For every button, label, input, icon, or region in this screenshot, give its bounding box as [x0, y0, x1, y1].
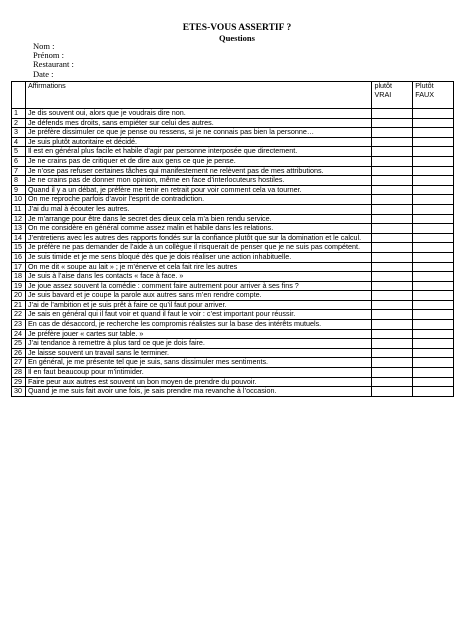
answer-cell-faux[interactable] [413, 252, 454, 262]
row-number: 17 [12, 262, 26, 272]
row-number: 18 [12, 272, 26, 282]
answer-cell-faux[interactable] [413, 166, 454, 176]
row-affirmation: J’ai tendance à remettre à plus tard ce que je dois faire. [25, 339, 372, 349]
row-affirmation: En cas de désaccord, je recherche les compromis réalistes sur la base des intérêts mutuels. [25, 320, 372, 330]
table-row [12, 387, 454, 397]
table-row [12, 147, 454, 157]
answer-cell-vrai[interactable] [372, 195, 413, 205]
table-row [12, 262, 454, 272]
answer-cell-faux[interactable] [413, 377, 454, 387]
table-row [12, 243, 454, 253]
answer-cell-faux[interactable] [413, 339, 454, 349]
row-affirmation: Je préfère ne pas demander de l’aide à un collègue il risquerait de penser que je ne suis pas compétent. [25, 243, 372, 253]
row-number: 2 [12, 118, 26, 128]
table-row [12, 185, 454, 195]
answer-cell-faux[interactable] [413, 109, 454, 119]
row-number: 30 [12, 387, 26, 397]
row-number: 27 [12, 358, 26, 368]
row-number: 6 [12, 156, 26, 166]
answer-cell-vrai[interactable] [372, 300, 413, 310]
row-affirmation: Je dis souvent oui, alors que je voudrais dire non. [25, 109, 372, 119]
answer-cell-vrai[interactable] [372, 377, 413, 387]
answer-cell-vrai[interactable] [372, 387, 413, 397]
row-number: 3 [12, 128, 26, 138]
answer-cell-vrai[interactable] [372, 224, 413, 234]
table-row [12, 339, 454, 349]
header-faux: Plutôt FAUX [413, 82, 454, 109]
header-number [12, 82, 26, 109]
table-row [12, 320, 454, 330]
row-number: 21 [12, 300, 26, 310]
answer-cell-vrai[interactable] [372, 368, 413, 378]
header-vrai: plutôt VRAI [372, 82, 413, 109]
row-number: 4 [12, 137, 26, 147]
answer-cell-vrai[interactable] [372, 348, 413, 358]
answer-cell-faux[interactable] [413, 224, 454, 234]
answer-cell-vrai[interactable] [372, 243, 413, 253]
row-number: 29 [12, 377, 26, 387]
row-number: 10 [12, 195, 26, 205]
table-row [12, 195, 454, 205]
row-affirmation: Je m’arrange pour être dans le secret des dieux cela m’a bien rendu service. [25, 214, 372, 224]
answer-cell-faux[interactable] [413, 291, 454, 301]
table-row [12, 252, 454, 262]
answer-cell-faux[interactable] [413, 329, 454, 339]
row-number: 16 [12, 252, 26, 262]
row-affirmation: Quand je me suis fait avoir une fois, je sais prendre ma revanche à l’occasion. [25, 387, 372, 397]
row-affirmation: Je préfère dissimuler ce que je pense ou ressens, si je ne connais pas bien la personne… [25, 128, 372, 138]
header-affirmations: Affirmations [25, 82, 372, 109]
answer-cell-faux[interactable] [413, 300, 454, 310]
answer-cell-faux[interactable] [413, 233, 454, 243]
answer-cell-faux[interactable] [413, 185, 454, 195]
identity-fields [33, 42, 74, 79]
answer-cell-vrai[interactable] [372, 118, 413, 128]
row-affirmation: Je suis timide et je me sens bloqué dès que je dois réaliser une action inhabituelle. [25, 252, 372, 262]
table-row [12, 109, 454, 119]
answer-cell-faux[interactable] [413, 118, 454, 128]
table-row [12, 368, 454, 378]
row-affirmation: Il est en général plus facile et habile d’agir par personne interposée que directement. [25, 147, 372, 157]
answer-cell-faux[interactable] [413, 358, 454, 368]
answer-cell-faux[interactable] [413, 195, 454, 205]
questions-body [12, 109, 454, 397]
answer-cell-faux[interactable] [413, 204, 454, 214]
answer-cell-faux[interactable] [413, 368, 454, 378]
row-affirmation: Je défends mes droits, sans empiéter sur celui des autres. [25, 118, 372, 128]
answer-cell-vrai[interactable] [372, 329, 413, 339]
table-row [12, 300, 454, 310]
row-affirmation: En général, je me présente tel que je suis, sans dissimuler mes sentiments. [25, 358, 372, 368]
table-row [12, 204, 454, 214]
answer-cell-faux[interactable] [413, 156, 454, 166]
page-title: ETES-VOUS ASSERTIF ? [182, 23, 292, 33]
answer-cell-vrai[interactable] [372, 176, 413, 186]
answer-cell-vrai[interactable] [372, 252, 413, 262]
row-number: 23 [12, 320, 26, 330]
row-affirmation: On me reproche parfois d’avoir l’esprit de contradiction. [25, 195, 372, 205]
table-row [12, 176, 454, 186]
answer-cell-faux[interactable] [413, 387, 454, 397]
answer-cell-faux[interactable] [413, 281, 454, 291]
table-row [12, 224, 454, 234]
answer-cell-vrai[interactable] [372, 204, 413, 214]
answer-cell-faux[interactable] [413, 147, 454, 157]
answer-cell-faux[interactable] [413, 310, 454, 320]
row-affirmation: Je suis bavard et je coupe la parole aux autres sans m’en rendre compte. [25, 291, 372, 301]
table-row [12, 377, 454, 387]
answer-cell-faux[interactable] [413, 320, 454, 330]
row-number: 8 [12, 176, 26, 186]
answer-cell-vrai[interactable] [372, 147, 413, 157]
field-nom: Nom : [33, 41, 55, 51]
field-prenom: Prénom : [33, 50, 64, 61]
answer-cell-faux[interactable] [413, 272, 454, 282]
row-affirmation: Je sais en général qui il faut voir et quand il faut le voir : c’est important pour réussir. [25, 310, 372, 320]
row-number: 28 [12, 368, 26, 378]
row-affirmation: Il en faut beaucoup pour m’intimider. [25, 368, 372, 378]
answer-cell-faux[interactable] [413, 214, 454, 224]
row-affirmation: Quand il y a un débat, je préfère me tenir en retrait pour voir comment cela va tourner. [25, 185, 372, 195]
field-restaurant: Restaurant : [33, 59, 74, 70]
table-row [12, 358, 454, 368]
answer-cell-vrai[interactable] [372, 214, 413, 224]
row-affirmation: Je suis à l’aise dans les contacts « face à face. » [25, 272, 372, 282]
answer-cell-vrai[interactable] [372, 320, 413, 330]
row-number: 12 [12, 214, 26, 224]
table-row [12, 156, 454, 166]
row-affirmation: J’ai de l’ambition et je suis prêt à faire ce qu’il faut pour arriver. [25, 300, 372, 310]
row-affirmation: Je joue assez souvent la comédie : comment faire autrement pour arriver à ses fins ? [25, 281, 372, 291]
row-affirmation: Je préfère jouer « cartes sur table. » [25, 329, 372, 339]
answer-cell-faux[interactable] [413, 128, 454, 138]
answer-cell-vrai[interactable] [372, 291, 413, 301]
answer-cell-vrai[interactable] [372, 233, 413, 243]
row-affirmation: Je suis plutôt autoritaire et décidé. [25, 137, 372, 147]
table-row [12, 128, 454, 138]
row-number: 5 [12, 147, 26, 157]
table-row [12, 233, 454, 243]
row-number: 25 [12, 339, 26, 349]
row-number: 11 [12, 204, 26, 214]
row-affirmation: Faire peur aux autres est souvent un bon moyen de prendre du pouvoir. [25, 377, 372, 387]
answer-cell-vrai[interactable] [372, 262, 413, 272]
answer-cell-faux[interactable] [413, 348, 454, 358]
table-header-row [12, 82, 454, 109]
answer-cell-faux[interactable] [413, 176, 454, 186]
answer-cell-vrai[interactable] [372, 339, 413, 349]
answer-cell-vrai[interactable] [372, 272, 413, 282]
row-number: 24 [12, 329, 26, 339]
row-number: 1 [12, 109, 26, 119]
row-affirmation: Je ne crains pas de critiquer et de dire aux gens ce que je pense. [25, 156, 372, 166]
answer-cell-vrai[interactable] [372, 281, 413, 291]
row-number: 19 [12, 281, 26, 291]
answer-cell-vrai[interactable] [372, 185, 413, 195]
row-number: 9 [12, 185, 26, 195]
answer-cell-vrai[interactable] [372, 310, 413, 320]
row-affirmation: J’ai du mal à écouter les autres. [25, 204, 372, 214]
answer-cell-faux[interactable] [413, 243, 454, 253]
answer-cell-vrai[interactable] [372, 109, 413, 119]
table-row [12, 272, 454, 282]
table-row [12, 166, 454, 176]
answer-cell-vrai[interactable] [372, 358, 413, 368]
answer-cell-vrai[interactable] [372, 128, 413, 138]
row-number: 14 [12, 233, 26, 243]
answer-cell-faux[interactable] [413, 137, 454, 147]
field-date: Date : [33, 68, 54, 79]
answer-cell-faux[interactable] [413, 262, 454, 272]
table-row [12, 310, 454, 320]
questions-table [11, 81, 454, 397]
row-number: 20 [12, 291, 26, 301]
row-number: 7 [12, 166, 26, 176]
row-affirmation: J’entretiens avec les autres des rapports fondés sur la confiance plutôt que sur la domination et le calcul. [25, 233, 372, 243]
row-affirmation: Je n’ose pas refuser certaines tâches qui manifestement ne relèvent pas de mes attributions. [25, 166, 372, 176]
row-number: 22 [12, 310, 26, 320]
row-affirmation: Je ne crains pas de donner mon opinion, même en face d’interlocuteurs hostiles. [25, 176, 372, 186]
answer-cell-vrai[interactable] [372, 166, 413, 176]
table-row [12, 291, 454, 301]
table-row [12, 329, 454, 339]
row-number: 15 [12, 243, 26, 253]
table-row [12, 137, 454, 147]
row-number: 26 [12, 348, 26, 358]
row-affirmation: On me considère en général comme assez malin et habile dans les relations. [25, 224, 372, 234]
row-number: 13 [12, 224, 26, 234]
answer-cell-vrai[interactable] [372, 156, 413, 166]
row-affirmation: Je laisse souvent un travail sans le terminer. [25, 348, 372, 358]
table-row [12, 214, 454, 224]
table-row [12, 348, 454, 358]
row-affirmation: On me dit « soupe au lait » ; je m’énerve et cela fait rire les autres [25, 262, 372, 272]
table-row [12, 118, 454, 128]
table-row [12, 281, 454, 291]
page-subtitle: Questions [219, 33, 255, 43]
answer-cell-vrai[interactable] [372, 137, 413, 147]
